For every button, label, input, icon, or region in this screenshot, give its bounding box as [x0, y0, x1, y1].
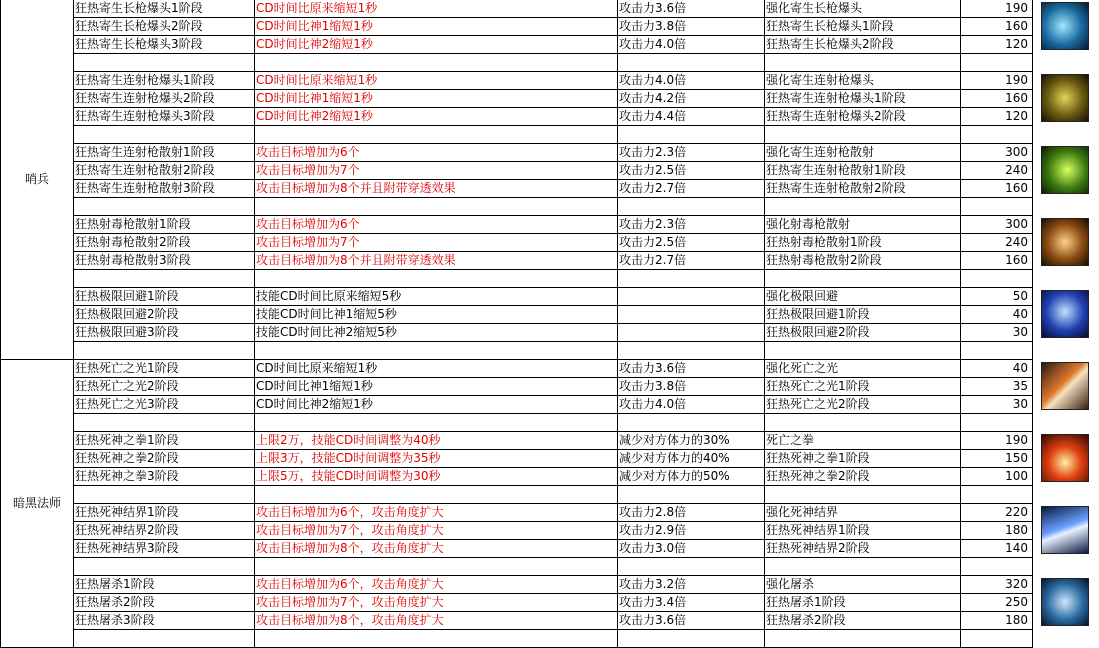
cell-attack[interactable]: 攻击力2.3倍 [618, 144, 765, 162]
cell-empty[interactable] [765, 414, 961, 432]
cell-cost[interactable]: 150 [961, 450, 1033, 468]
cell-attack[interactable] [618, 324, 765, 342]
cell-empty[interactable] [255, 558, 618, 576]
cell-prereq[interactable]: 强化寄生长枪爆头 [765, 0, 961, 18]
cell-effect[interactable]: 上限5万，技能CD时间调整为30秒 [255, 468, 618, 486]
cell-empty[interactable] [255, 630, 618, 648]
cell-effect[interactable]: 技能CD时间比原来缩短5秒 [255, 288, 618, 306]
cell-prereq[interactable]: 狂热寄生连射枪爆头1阶段 [765, 90, 961, 108]
cell-attack[interactable]: 攻击力4.0倍 [618, 36, 765, 54]
cell-prereq[interactable]: 狂热寄生连射枪散射2阶段 [765, 180, 961, 198]
cell-cost[interactable]: 190 [961, 72, 1033, 90]
cell-prereq[interactable]: 狂热寄生连射枪爆头2阶段 [765, 108, 961, 126]
cell-effect[interactable]: CD时间比神2缩短1秒 [255, 108, 618, 126]
cell-empty[interactable] [618, 198, 765, 216]
cell-effect[interactable]: CD时间比神1缩短1秒 [255, 378, 618, 396]
cell-attack[interactable]: 攻击力3.8倍 [618, 378, 765, 396]
cell-attack[interactable] [618, 306, 765, 324]
death-barrier-icon [1041, 506, 1089, 554]
cell-name[interactable]: 狂热寄生连射枪散射3阶段 [74, 180, 255, 198]
cell-cost[interactable]: 300 [961, 144, 1033, 162]
cell-empty[interactable] [618, 414, 765, 432]
cell-name[interactable]: 狂热死神结界2阶段 [74, 522, 255, 540]
cell-empty[interactable] [961, 558, 1033, 576]
cell-prereq[interactable]: 强化极限回避 [765, 288, 961, 306]
cell-cost[interactable]: 50 [961, 288, 1033, 306]
cell-empty[interactable] [765, 486, 961, 504]
cell-effect[interactable]: CD时间比神2缩短1秒 [255, 396, 618, 414]
cell-empty[interactable] [765, 270, 961, 288]
cell-prereq[interactable]: 狂热死亡之光2阶段 [765, 396, 961, 414]
cell-cost[interactable]: 30 [961, 396, 1033, 414]
cell-name[interactable]: 狂热死亡之光3阶段 [74, 396, 255, 414]
cell-cost[interactable]: 40 [961, 306, 1033, 324]
long-spear-headshot-icon [1041, 2, 1089, 50]
cell-cost[interactable]: 35 [961, 378, 1033, 396]
cell-attack[interactable]: 攻击力3.6倍 [618, 612, 765, 630]
cell-empty[interactable] [961, 126, 1033, 144]
cell-prereq[interactable]: 狂热死神结界2阶段 [765, 540, 961, 558]
cell-empty[interactable] [618, 270, 765, 288]
cell-cost[interactable]: 220 [961, 504, 1033, 522]
cell-cost[interactable]: 30 [961, 324, 1033, 342]
cell-empty[interactable] [255, 270, 618, 288]
cell-prereq[interactable]: 狂热死神结界1阶段 [765, 522, 961, 540]
cell-name[interactable]: 狂热屠杀3阶段 [74, 612, 255, 630]
cell-attack[interactable] [618, 288, 765, 306]
category-label[interactable]: 暗黑法师 [0, 360, 74, 648]
cell-name[interactable]: 狂热寄生连射枪散射1阶段 [74, 144, 255, 162]
cell-effect[interactable]: 技能CD时间比神2缩短5秒 [255, 324, 618, 342]
cell-cost[interactable]: 100 [961, 468, 1033, 486]
cell-cost[interactable]: 240 [961, 234, 1033, 252]
cell-attack[interactable]: 攻击力2.8倍 [618, 504, 765, 522]
cell-empty[interactable] [961, 342, 1033, 360]
cell-empty[interactable] [618, 630, 765, 648]
cell-attack[interactable]: 攻击力2.5倍 [618, 234, 765, 252]
cell-prereq[interactable]: 狂热死神之拳1阶段 [765, 450, 961, 468]
cell-empty[interactable] [765, 558, 961, 576]
cell-cost[interactable]: 180 [961, 612, 1033, 630]
cell-attack[interactable]: 减少对方体力的40% [618, 450, 765, 468]
cell-prereq[interactable]: 狂热射毒枪散射1阶段 [765, 234, 961, 252]
cell-empty[interactable] [74, 54, 255, 72]
cell-attack[interactable]: 攻击力3.2倍 [618, 576, 765, 594]
cell-name[interactable]: 狂热射毒枪散射3阶段 [74, 252, 255, 270]
cell-attack[interactable]: 攻击力2.7倍 [618, 180, 765, 198]
cell-cost[interactable]: 120 [961, 108, 1033, 126]
cell-empty[interactable] [618, 342, 765, 360]
cell-empty[interactable] [765, 198, 961, 216]
cell-effect[interactable]: CD时间比神2缩短1秒 [255, 36, 618, 54]
cell-effect[interactable]: CD时间比原来缩短1秒 [255, 72, 618, 90]
cell-attack[interactable]: 攻击力2.3倍 [618, 216, 765, 234]
cell-empty[interactable] [765, 630, 961, 648]
cell-attack[interactable]: 攻击力4.4倍 [618, 108, 765, 126]
cell-name[interactable]: 狂热死神之拳1阶段 [74, 432, 255, 450]
cell-cost[interactable]: 190 [961, 0, 1033, 18]
cell-empty[interactable] [765, 54, 961, 72]
cell-attack[interactable]: 攻击力2.9倍 [618, 522, 765, 540]
cell-attack[interactable]: 攻击力3.8倍 [618, 18, 765, 36]
cell-empty[interactable] [618, 486, 765, 504]
cell-name[interactable]: 狂热死亡之光2阶段 [74, 378, 255, 396]
cell-empty[interactable] [74, 198, 255, 216]
cell-empty[interactable] [255, 342, 618, 360]
cell-empty[interactable] [74, 270, 255, 288]
cell-effect[interactable]: 攻击目标增加为8个并且附带穿透效果 [255, 180, 618, 198]
cell-empty[interactable] [74, 630, 255, 648]
cell-empty[interactable] [961, 270, 1033, 288]
cell-empty[interactable] [618, 126, 765, 144]
cell-name[interactable]: 狂热极限回避1阶段 [74, 288, 255, 306]
cell-cost[interactable]: 40 [961, 360, 1033, 378]
cell-prereq[interactable]: 狂热射毒枪散射2阶段 [765, 252, 961, 270]
cell-prereq[interactable]: 强化死亡之光 [765, 360, 961, 378]
cell-name[interactable]: 狂热寄生连射枪爆头3阶段 [74, 108, 255, 126]
cell-attack[interactable]: 攻击力4.2倍 [618, 90, 765, 108]
cell-cost[interactable]: 120 [961, 36, 1033, 54]
cell-cost[interactable]: 240 [961, 162, 1033, 180]
cell-empty[interactable] [765, 126, 961, 144]
cell-empty[interactable] [255, 414, 618, 432]
death-light-icon [1041, 362, 1089, 410]
cell-name[interactable]: 狂热射毒枪散射1阶段 [74, 216, 255, 234]
cell-attack[interactable]: 攻击力2.5倍 [618, 162, 765, 180]
cell-prereq[interactable]: 强化寄生连射枪爆头 [765, 72, 961, 90]
cell-prereq[interactable]: 狂热死神之拳2阶段 [765, 468, 961, 486]
cell-effect[interactable]: 攻击目标增加为8个并且附带穿透效果 [255, 252, 618, 270]
cell-empty[interactable] [74, 342, 255, 360]
cell-empty[interactable] [74, 414, 255, 432]
cell-prereq[interactable]: 狂热极限回避2阶段 [765, 324, 961, 342]
cell-name[interactable]: 狂热寄生连射枪爆头1阶段 [74, 72, 255, 90]
cell-effect[interactable]: CD时间比神1缩短1秒 [255, 90, 618, 108]
rapid-gun-scatter-icon [1041, 146, 1089, 194]
cell-effect[interactable]: CD时间比神1缩短1秒 [255, 18, 618, 36]
cell-effect[interactable]: CD时间比原来缩短1秒 [255, 360, 618, 378]
cell-prereq[interactable]: 狂热极限回避1阶段 [765, 306, 961, 324]
cell-name[interactable]: 狂热屠杀2阶段 [74, 594, 255, 612]
cell-empty[interactable] [255, 486, 618, 504]
cell-cost[interactable]: 180 [961, 522, 1033, 540]
cell-empty[interactable] [255, 126, 618, 144]
cell-cost[interactable]: 190 [961, 432, 1033, 450]
cell-name[interactable]: 狂热死神结界1阶段 [74, 504, 255, 522]
cell-empty[interactable] [74, 486, 255, 504]
cell-empty[interactable] [961, 54, 1033, 72]
cell-prereq[interactable]: 强化死神结界 [765, 504, 961, 522]
cell-name[interactable]: 狂热寄生长枪爆头1阶段 [74, 0, 255, 18]
cell-empty[interactable] [74, 558, 255, 576]
cell-effect[interactable]: 攻击目标增加为6个 [255, 216, 618, 234]
cell-cost[interactable]: 160 [961, 180, 1033, 198]
cell-prereq[interactable]: 强化射毒枪散射 [765, 216, 961, 234]
cell-effect[interactable]: 上限3万，技能CD时间调整为35秒 [255, 450, 618, 468]
cell-attack[interactable]: 攻击力4.0倍 [618, 396, 765, 414]
cell-effect[interactable]: 攻击目标增加为6个，攻击角度扩大 [255, 576, 618, 594]
cell-name[interactable]: 狂热寄生长枪爆头3阶段 [74, 36, 255, 54]
cell-prereq[interactable]: 狂热屠杀1阶段 [765, 594, 961, 612]
cell-effect[interactable]: 攻击目标增加为7个，攻击角度扩大 [255, 594, 618, 612]
cell-cost[interactable]: 140 [961, 540, 1033, 558]
cell-attack[interactable]: 减少对方体力的50% [618, 468, 765, 486]
rapid-gun-headshot-icon [1041, 74, 1089, 122]
cell-empty[interactable] [961, 414, 1033, 432]
cell-prereq[interactable]: 狂热寄生连射枪散射1阶段 [765, 162, 961, 180]
cell-name[interactable]: 狂热极限回避2阶段 [74, 306, 255, 324]
extreme-evasion-icon [1041, 290, 1089, 338]
cell-empty[interactable] [618, 54, 765, 72]
cell-attack[interactable]: 攻击力3.0倍 [618, 540, 765, 558]
cell-cost[interactable]: 160 [961, 18, 1033, 36]
category-label[interactable]: 哨兵 [0, 0, 74, 360]
cell-name[interactable]: 狂热死亡之光1阶段 [74, 360, 255, 378]
cell-name[interactable]: 狂热寄生连射枪散射2阶段 [74, 162, 255, 180]
cell-empty[interactable] [74, 126, 255, 144]
cell-name[interactable]: 狂热屠杀1阶段 [74, 576, 255, 594]
cell-name[interactable]: 狂热死神之拳3阶段 [74, 468, 255, 486]
cell-effect[interactable]: CD时间比原来缩短1秒 [255, 0, 618, 18]
cell-effect[interactable]: 攻击目标增加为8个，攻击角度扩大 [255, 540, 618, 558]
cell-effect[interactable]: 攻击目标增加为7个 [255, 234, 618, 252]
cell-prereq[interactable]: 狂热死亡之光1阶段 [765, 378, 961, 396]
cell-effect[interactable]: 攻击目标增加为7个 [255, 162, 618, 180]
cell-attack[interactable]: 攻击力2.7倍 [618, 252, 765, 270]
cell-attack[interactable]: 减少对方体力的30% [618, 432, 765, 450]
cell-effect[interactable]: 攻击目标增加为6个 [255, 144, 618, 162]
cell-prereq[interactable]: 狂热寄生长枪爆头1阶段 [765, 18, 961, 36]
cell-name[interactable]: 狂热极限回避3阶段 [74, 324, 255, 342]
death-fist-icon [1041, 434, 1089, 482]
cell-effect[interactable]: 攻击目标增加为7个，攻击角度扩大 [255, 522, 618, 540]
cell-name[interactable]: 狂热寄生长枪爆头2阶段 [74, 18, 255, 36]
cell-attack[interactable]: 攻击力3.6倍 [618, 0, 765, 18]
cell-empty[interactable] [255, 54, 618, 72]
cell-name[interactable]: 狂热射毒枪散射2阶段 [74, 234, 255, 252]
cell-effect[interactable]: 攻击目标增加为6个，攻击角度扩大 [255, 504, 618, 522]
cell-cost[interactable]: 250 [961, 594, 1033, 612]
cell-empty[interactable] [765, 342, 961, 360]
cell-prereq[interactable]: 强化寄生连射枪散射 [765, 144, 961, 162]
cell-prereq[interactable]: 死亡之拳 [765, 432, 961, 450]
cell-name[interactable]: 狂热死神之拳2阶段 [74, 450, 255, 468]
cell-empty[interactable] [961, 630, 1033, 648]
cell-empty[interactable] [618, 558, 765, 576]
cell-attack[interactable]: 攻击力3.4倍 [618, 594, 765, 612]
cell-prereq[interactable]: 狂热屠杀2阶段 [765, 612, 961, 630]
cell-cost[interactable]: 160 [961, 252, 1033, 270]
cell-cost[interactable]: 160 [961, 90, 1033, 108]
massacre-icon [1041, 578, 1089, 626]
cell-empty[interactable] [961, 198, 1033, 216]
cell-name[interactable]: 狂热寄生连射枪爆头2阶段 [74, 90, 255, 108]
cell-cost[interactable]: 320 [961, 576, 1033, 594]
cell-attack[interactable]: 攻击力4.0倍 [618, 72, 765, 90]
cell-effect[interactable]: 技能CD时间比神1缩短5秒 [255, 306, 618, 324]
cell-attack[interactable]: 攻击力3.6倍 [618, 360, 765, 378]
cell-effect[interactable]: 上限2万，技能CD时间调整为40秒 [255, 432, 618, 450]
cell-prereq[interactable]: 狂热寄生长枪爆头2阶段 [765, 36, 961, 54]
cell-effect[interactable]: 攻击目标增加为8个，攻击角度扩大 [255, 612, 618, 630]
cell-empty[interactable] [255, 198, 618, 216]
cell-cost[interactable]: 300 [961, 216, 1033, 234]
poison-gun-scatter-icon [1041, 218, 1089, 266]
cell-prereq[interactable]: 强化屠杀 [765, 576, 961, 594]
cell-empty[interactable] [961, 486, 1033, 504]
cell-name[interactable]: 狂热死神结界3阶段 [74, 540, 255, 558]
